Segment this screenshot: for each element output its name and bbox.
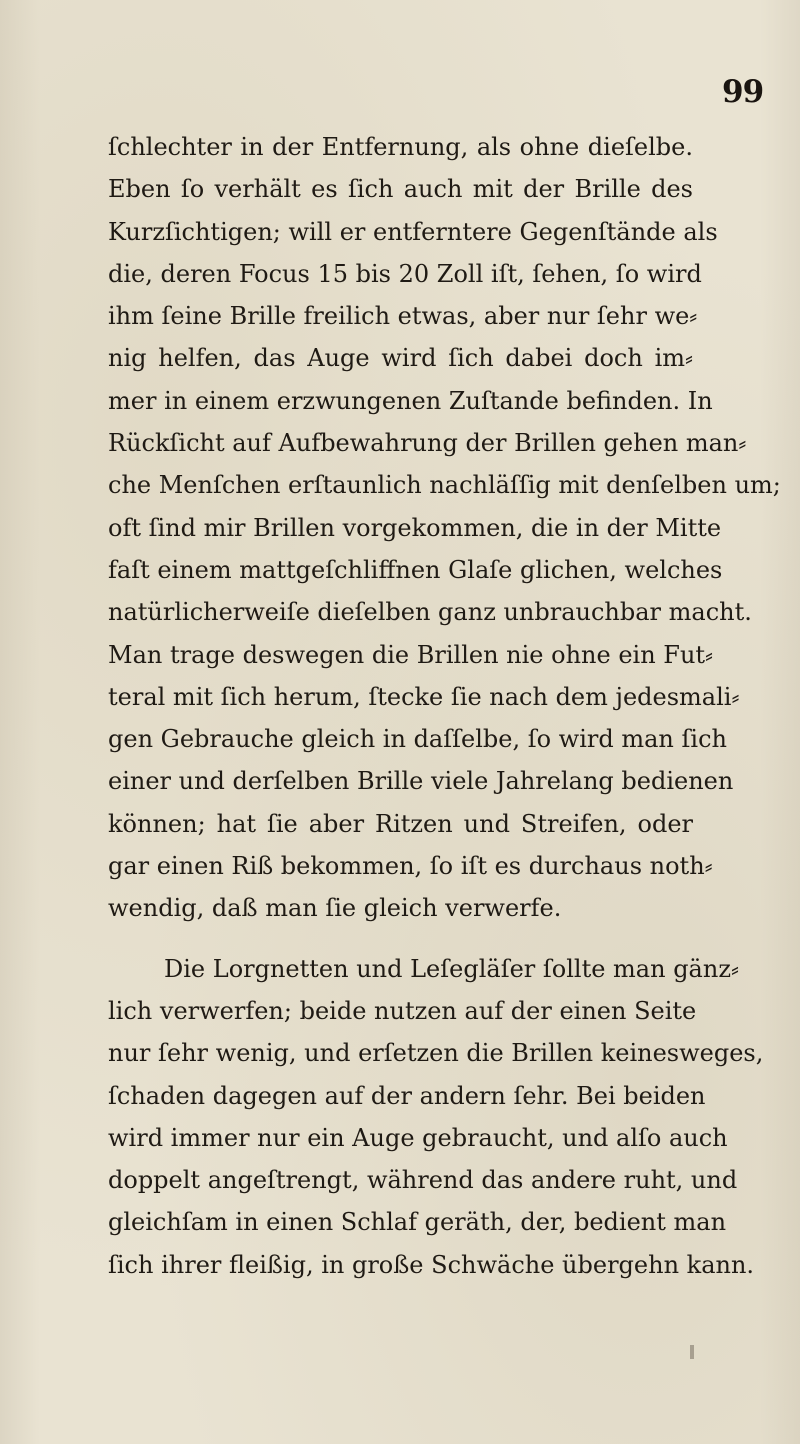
text-line: oft ſind mir Brillen vorgekommen, die in der Mitte [108, 513, 722, 542]
text-line: ſchlechter in der Entfernung, als ohne dieſelbe. [108, 133, 693, 161]
page-mark [690, 1345, 694, 1359]
body-text [108, 126, 781, 1286]
text-line: ſich ihrer fleißig, in große Schwäche übergehn kann. [108, 1250, 755, 1279]
text-line: können; hat ſie aber Ritzen und Streifen, oder [108, 809, 693, 838]
text-line: lich verwerfen; beide nutzen auf der einen Seite [108, 996, 697, 1025]
paragraph-gap [108, 930, 693, 948]
text-line: faſt einem mattgeſchliffnen Glaſe glichen, welches [108, 555, 723, 584]
text-line: gar einen Riß bekommen, ſo iſt es durchaus noth⸗ [108, 852, 713, 881]
text-line: natürlicherweiſe dieſelben ganz unbrauchbar macht. [108, 598, 752, 627]
text-line: die, deren Focus 15 bis 20 Zoll iſt, ſehen, ſo wird [108, 259, 702, 288]
text-line: ihm ſeine Brille freilich etwas, aber nur ſehr we⸗ [108, 302, 698, 331]
text-line: che Menſchen erſtaunlich nachläſſig mit denſelben um; [108, 471, 781, 500]
text-line: mer in einem erzwungenen Zuſtande befinden. In [108, 386, 713, 415]
text-line: Man trage deswegen die Brillen nie ohne ein Fut⸗ [108, 640, 714, 669]
text-line: nur ſehr wenig, und erſetzen die Brillen keinesweges, [108, 1039, 764, 1068]
text-line: Kurzſichtigen; will er entferntere Gegenſtände als [108, 217, 718, 246]
text-line: Rückſicht auf Aufbewahrung der Brillen gehen man⸗ [108, 429, 747, 458]
text-line: teral mit ſich herum, ſtecke ſie nach dem jedesmali⸗ [108, 682, 740, 711]
text-line: gen Gebrauche gleich in daſſelbe, ſo wird man ſich [108, 725, 727, 754]
page-number: 99 [722, 74, 764, 110]
text-line: Eben ſo verhält es ſich auch mit der Brille des [108, 175, 693, 204]
text-line: einer und derſelben Brille viele Jahrelang bedienen [108, 767, 734, 796]
text-line: wendig, daß man ſie gleich verwerfe. [108, 894, 562, 923]
text-line: nig helfen, das Auge wird ſich dabei doch im⸗ [108, 344, 693, 373]
paragraph [108, 948, 764, 1286]
text-line: doppelt angeſtrengt, während das andere ruht, und [108, 1166, 738, 1195]
text-line: gleichſam in einen Schlaf geräth, der, bedient man [108, 1208, 727, 1237]
paragraph [108, 126, 781, 930]
text-line: wird immer nur ein Auge gebraucht, und alſo auch [108, 1123, 728, 1152]
text-line: Die Lorgnetten und Leſegläſer ſollte man gänz⸗ [164, 954, 739, 983]
text-line: ſchaden dagegen auf der andern ſehr. Bei beiden [108, 1081, 706, 1110]
